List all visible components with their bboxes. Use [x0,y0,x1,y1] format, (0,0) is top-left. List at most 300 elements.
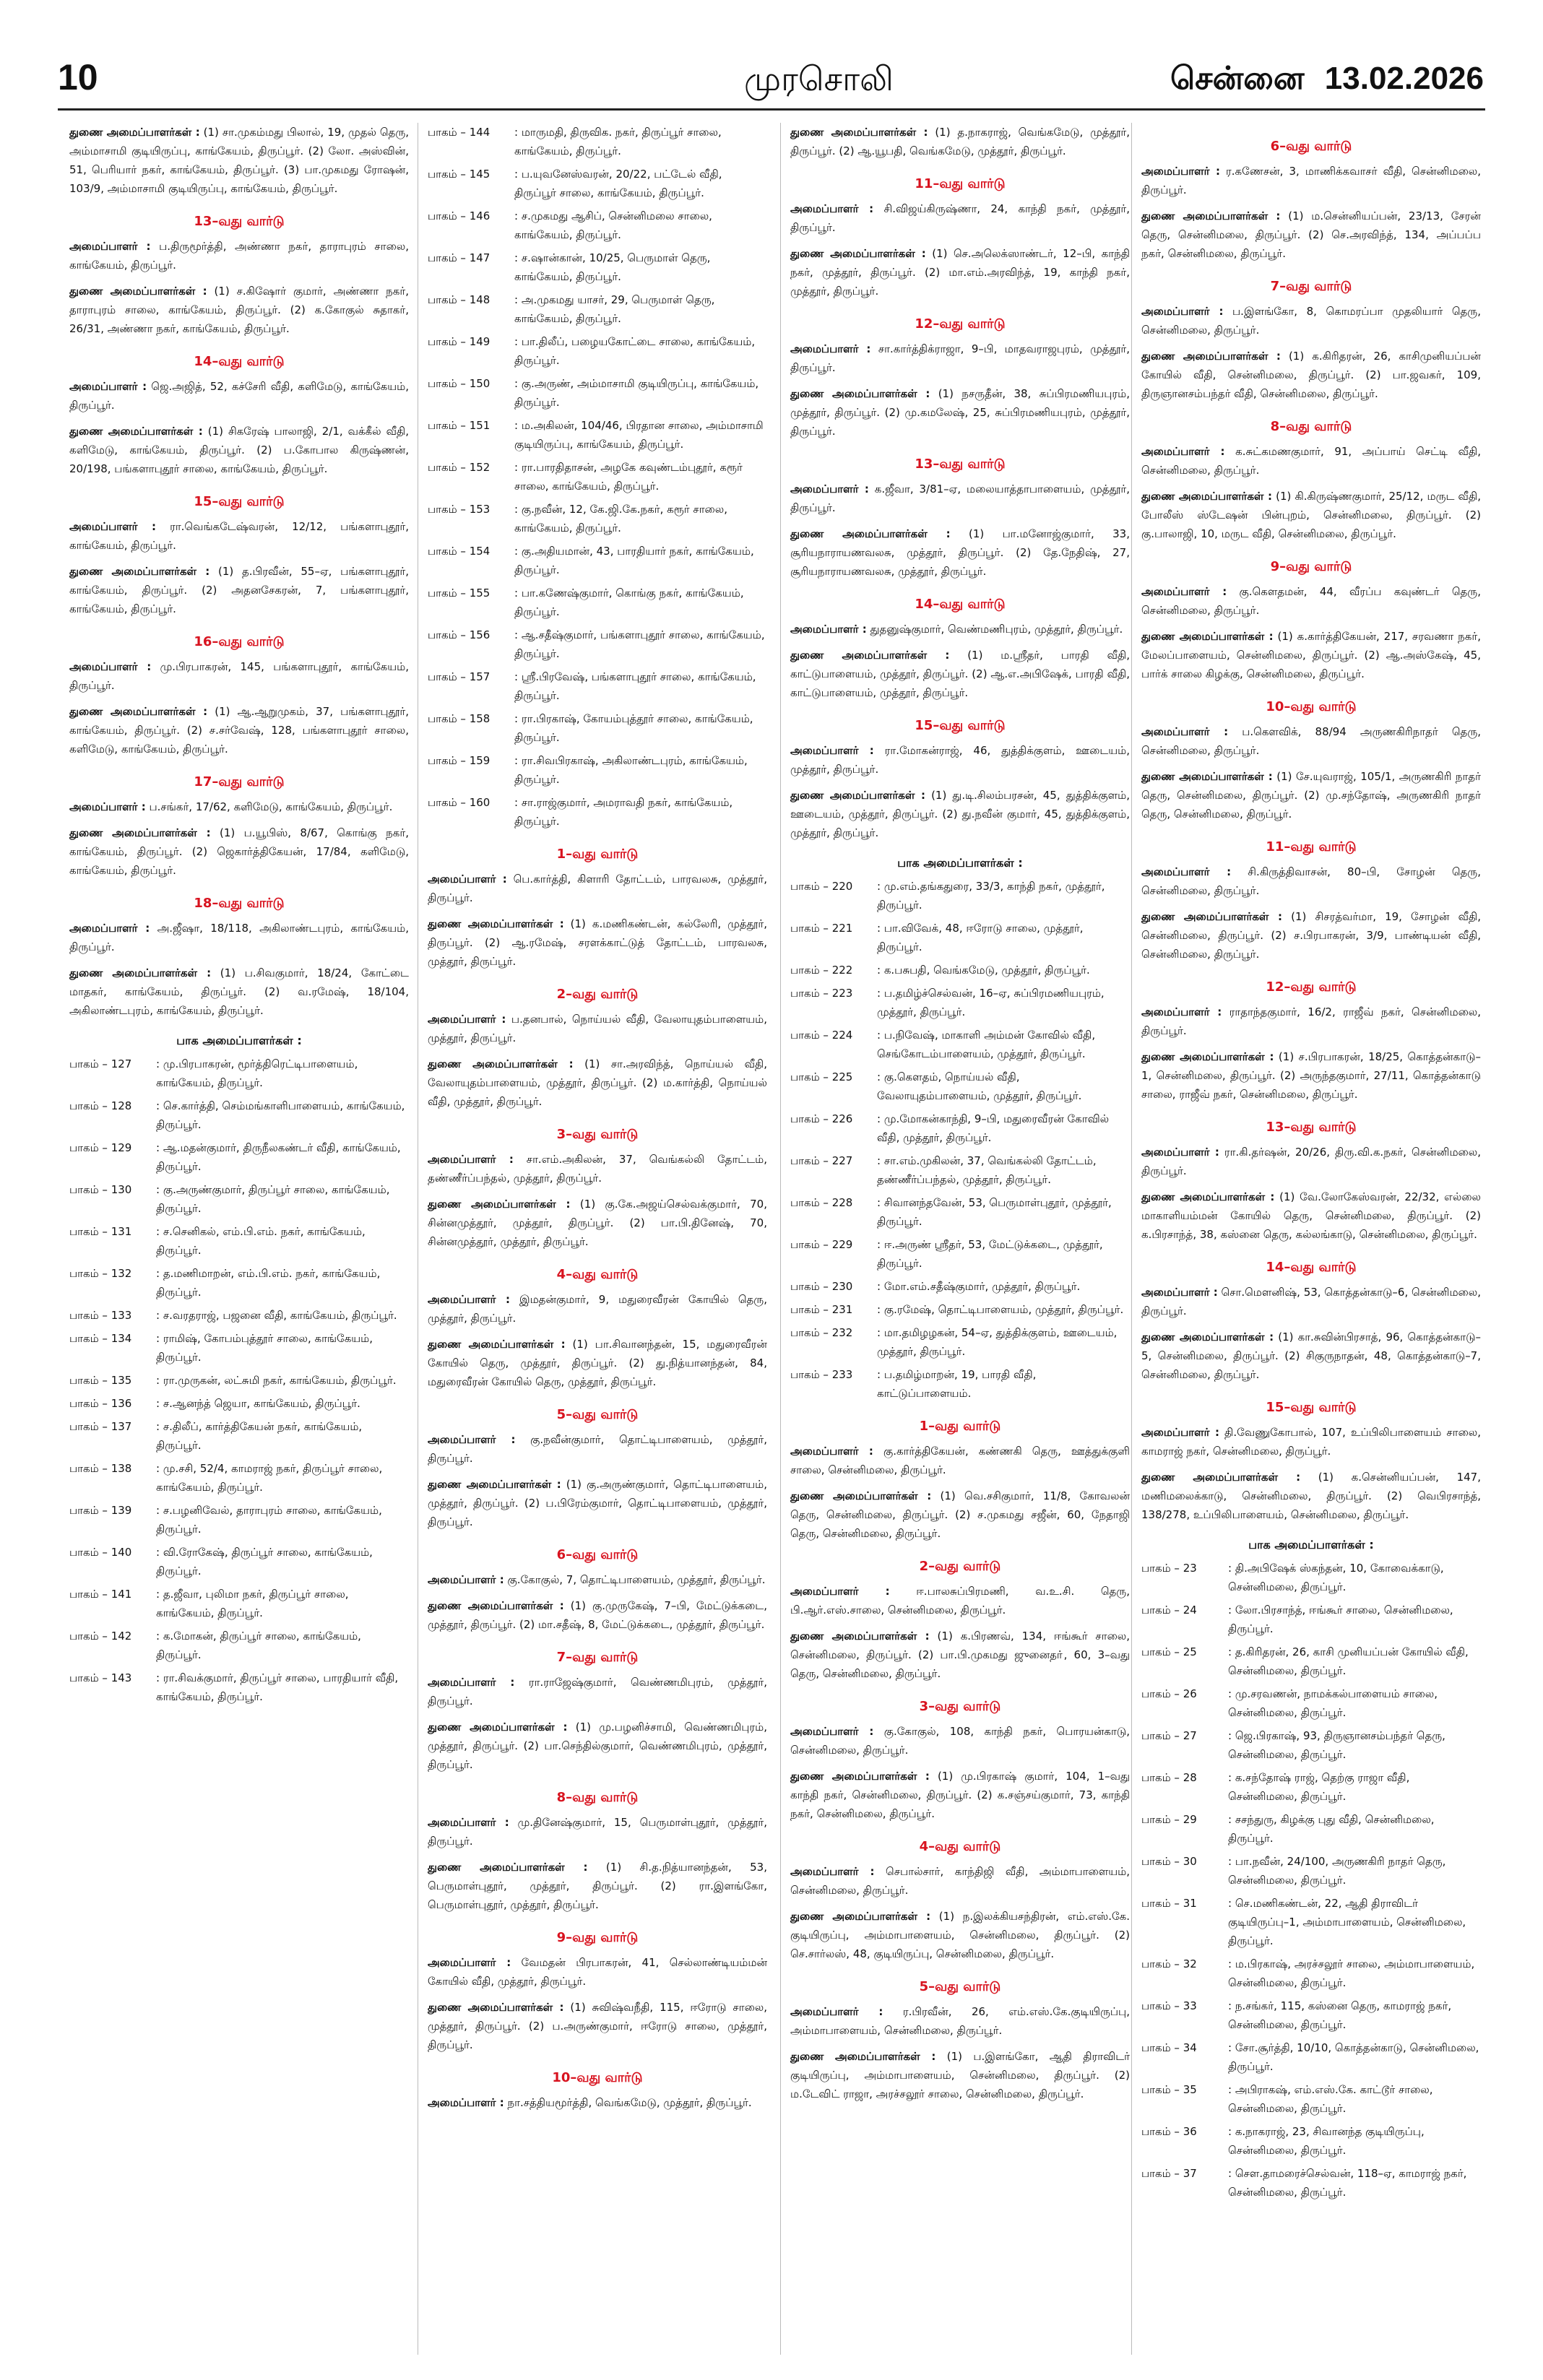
role-label: அமைப்பாளர் : [790,2005,883,2018]
booth-entry [428,584,767,621]
appointment-entry [790,199,1130,237]
booth-number: பாகம் – 28 [1141,1771,1197,1784]
appointee-details: சா.கார்த்திக்ராஜா, 9–பி, மாதவராஜபுரம், முத்தூர், திருப்பூர். [790,342,1130,374]
booth-appointee: : ஈ.அருண் ஸ்ரீதர், 53, மேட்டுக்கடை, முத்தூர், திருப்பூர். [877,1238,1103,1270]
booth-appointee: : மு.மோகன்காந்தி, 9–பி, மதுரைவீரன் கோவில் வீதி, முத்தூர், திருப்பூர். [877,1112,1110,1144]
appointment-entry [1141,302,1481,339]
role-label: துணை அமைப்பாளர்கள் : [1141,910,1283,923]
role-label: துணை அமைப்பாளர்கள் : [69,705,208,718]
appointment-entry [1141,207,1481,263]
booth-entry [69,1585,409,1622]
booth-appointee: : கு.அருண், அம்மாசாமி குடியிருப்பு, காங்கேயம், திருப்பூர். [514,377,759,409]
appointment-entry [428,1195,767,1251]
booth-appointee: : ச.ஷான்கான், 10/25, பெருமாள் தெரு, காங்கேயம், திருப்பூர். [514,251,711,283]
booth-number: பாகம் – 220 [790,880,853,893]
appointment-entry [790,1442,1130,1479]
appointment-entry [69,702,409,758]
appointee-details: (1) கு.அருண்குமார், தொட்டிபாளையம், முத்தூர், திருப்பூர். (2) ப.பிரேம்குமார், தொட்டிபாளையம், முத்தூர், திருப்பூர். [428,1478,767,1528]
booth-section-heading: பாக அமைப்பாளர்கள் : [897,856,1023,870]
booth-number: பாகம் – 233 [790,1368,853,1381]
appointee-details: க.ஜீவா, 3/81–ஏ, மலையாத்தாபாளையம், முத்தூர், திருப்பூர். [790,483,1130,514]
appointee-details: (1) கா.சுவின்பிரசாத், 96, கொத்தன்காடு–5, சென்னிமலை, திருப்பூர். (2) சிகுருநாதன், 48, கொத்தன்காடு–7, சென்னிமலை, திருப்பூர். [1141,1330,1481,1381]
role-label: துணை அமைப்பாளர்கள் : [428,1599,564,1612]
appointment-entry [428,1596,767,1634]
appointee-details: (1) சா.அரவிந்த், நொய்யல் வீதி, வேலாயுதம்பாளையம், முத்தூர், திருப்பூர். (2) ம.கார்த்தி, நொய்யல் வீதி, முத்தூர், திருப்பூர். [428,1057,767,1108]
ward-heading: 15–வது வார்டு [1266,1400,1357,1415]
ward-heading: 1–வது வார்டு [556,847,639,862]
booth-number: பாகம் – 155 [428,587,490,600]
appointment-entry [69,797,409,816]
ward-heading: 2–வது வார்டு [919,1559,1001,1574]
appointee-details: (1) கி.கிருஷ்ணகுமார், 25/12, மருட வீதி, போலீஸ் ஸ்டேஷன் பின்புறம், சென்னிமலை, திருப்பூர். (2) கு.பாலாஜி, 10, மருட வீதி, சென்னிமலை, திருப்பூர். [1141,490,1481,540]
appointment-entry [1141,627,1481,683]
booth-entry [790,1277,1130,1296]
booth-number: பாகம் – 27 [1141,1729,1197,1742]
booth-number: பாகம் – 31 [1141,1897,1197,1910]
role-label: அமைப்பாளர் : [790,1585,890,1598]
ward-heading: 1–வது வார்டு [919,1419,1001,1434]
booth-entry [790,1365,1130,1403]
booth-number: பாகம் – 142 [69,1630,132,1643]
appointment-entry [790,2047,1130,2103]
role-label: அமைப்பாளர் : [69,380,147,393]
booth-appointee: : ச.ஆனந்த் ஜெயா, காங்கேயம், திருப்பூர். [156,1397,360,1410]
ward-heading: 4–வது வார்டு [919,1839,1001,1854]
booth-number: பாகம் – 138 [69,1462,132,1475]
appointee-details: (1) கு.கே.அஜய்செல்வக்குமார், 70, சின்னமுத்தூர், முத்தூர், திருப்பூர். (2) பா.பி.தினேஷ், 70, சின்னமுத்தூர், முத்தூர், திருப்பூர். [428,1198,767,1248]
appointment-entry [428,1335,767,1391]
role-label: அமைப்பாளர் : [428,873,507,886]
booth-appointee: : அ.முகமது யாசர், 29, பெருமாள் தெரு, காங்கேயம், திருப்பூர். [514,293,715,325]
appointment-entry [428,1475,767,1531]
booth-entry [69,1222,409,1260]
appointment-entry [69,823,409,880]
appointment-entry [428,1290,767,1328]
appointment-entry [1141,582,1481,620]
appointee-details: ப.கௌவிக், 88/94 அருணகிரிநாதர் தெரு, சென்னிமலை, திருப்பூர். [1141,725,1481,757]
booth-entry [69,1371,409,1390]
appointee-details: செபால்சார், காந்திஜி வீதி, அம்மாபாளையம், சென்னிமலை, திருப்பூர். [790,1865,1130,1897]
booth-entry [790,1026,1130,1063]
appointment-entry [69,657,409,695]
booth-entry [69,1543,409,1580]
role-label: துணை அமைப்பாளர்கள் : [428,1478,561,1491]
appointment-entry [428,870,767,907]
booth-entry [69,1306,409,1325]
booth-appointee: : ஸ்ரீ.பிரவேஷ், பங்களாபுதூர் சாலை, காங்கேயம், திருப்பூர். [514,670,756,702]
appointee-details: ப.இளங்கோ, 8, கொமரப்பா முதலியார் தெரு, சென்னிமலை, திருப்பூர். [1141,305,1481,337]
appointment-entry [790,384,1130,441]
booth-number: பாகம் – 134 [69,1332,132,1345]
role-label: அமைப்பாளர் : [1141,585,1227,598]
appointee-details: (1) சிகரேஷ் பாலாஜி, 2/1, வக்கீல் வீதி, களிமேடு, காங்கேயம், திருப்பூர். (2) ப.கோபால கிருஷ்ணன், 20/198, பங்களாபுதூர் சாலை, காங்கேயம், திருப்பூர். [69,425,409,475]
booth-number: பாகம் – 222 [790,964,853,977]
booth-entry [428,542,767,579]
appointee-details: கு.கோகுல், 7, தொட்டிபாளையம், முத்தூர், திருப்பூர். [507,1573,766,1586]
ward-heading: 11–வது வார்டு [1266,839,1357,854]
booth-appointee: : மு.எம்.தங்கதுரை, 33/3, காந்தி நகர், முத்தூர், திருப்பூர். [877,880,1105,912]
appointment-entry [1141,907,1481,964]
appointee-details: (1) ம.ஸ்ரீதர், பாரதி வீதி, காட்டுபாளையம், முத்தூர், திருப்பூர். (2) ஆ.எ.அபிஷேக், பாரதி வீதி, காட்டுபாளையம், முத்தூர், திருப்பூர். [790,649,1130,699]
appointee-details: (1) க.கார்த்திகேயன், 217, சரவணா நகர், மேலப்பாளையம், சென்னிமலை, திருப்பூர். (2) ஆ.அஸ்கேஷ், 45, பார்க் சாலை கிழக்கு, சென்னிமலை, திருப்பூர். [1141,630,1481,680]
booth-number: பாகம் – 159 [428,754,490,767]
ward-heading: 7–வது வார்டு [1270,279,1352,294]
booth-number: பாகம் – 151 [428,419,490,432]
booth-appointee: : கு.அருண்குமார், திருப்பூர் சாலை, காங்கேயம், திருப்பூர். [156,1183,390,1215]
booth-number: பாகம் – 231 [790,1303,853,1316]
ward-heading: 13–வது வார்டு [1266,1120,1357,1135]
appointee-details: (1) ச.பிரபாகரன், 18/25, கொத்தன்காடு–1, சென்னிமலை, திருப்பூர். (2) அருந்தகுமார், 27/11, கொத்தன்காடு சாலை, ராஜீவ் நகர், சென்னிமலை, திருப்பூர். [1141,1050,1481,1101]
role-label: அமைப்பாளர் : [1141,865,1232,878]
booth-entry [69,1055,409,1092]
booth-number: பாகம் – 148 [428,293,490,306]
appointment-entry [428,1055,767,1111]
booth-entry [1141,2122,1481,2160]
appointment-entry [428,1998,767,2054]
ward-heading: 5–வது வார்டு [556,1407,639,1422]
booth-appointee: : ப.நிவேஷ், மாகாளி அம்மன் கோவில் வீதி, செங்கோடம்பாளையம், முத்தூர், திருப்பூர். [877,1029,1096,1060]
appointment-entry [790,646,1130,702]
booth-entry [428,416,767,454]
role-label: அமைப்பாளர் : [1141,725,1229,738]
ward-heading: 6–வது வார்டு [556,1547,639,1562]
appointment-entry [790,1862,1130,1900]
booth-entry [428,626,767,663]
booth-entry [790,1300,1130,1319]
appointment-entry [790,1722,1130,1760]
appointment-entry [1141,347,1481,403]
appointee-details: ர.பிரவீன், 26, எம்.எஸ்.கே.குடியிருப்பு, அம்மாபாளையம், சென்னிமலை, திருப்பூர். [790,2005,1130,2037]
booth-number: பாகம் – 137 [69,1420,132,1433]
appointee-details: தி.வேணுகோபால், 107, உப்பிலிபாளையம் சாலை, காமராஜ் நகர், சென்னிமலை, திருப்பூர். [1141,1426,1481,1458]
booth-number: பாகம் – 228 [790,1196,853,1209]
booth-entry [790,1151,1130,1189]
role-label: அமைப்பாளர் : [790,1725,874,1738]
booth-appointee: : ராமிஷ், கோபம்புத்தூர் சாலை, காங்கேயம், திருப்பூர். [156,1332,373,1364]
appointee-details: ராதாந்தகுமார், 16/2, ராஜீவ் நகர், சென்னிமலை, திருப்பூர். [1141,1005,1481,1037]
role-label: அமைப்பாளர் : [428,1433,516,1446]
booth-entry [69,1459,409,1497]
booth-entry [1141,1768,1481,1806]
role-label: துணை அமைப்பாளர்கள் : [69,285,207,298]
booth-number: பாகம் – 154 [428,545,490,558]
role-label: துணை அமைப்பாளர்கள் : [790,387,930,400]
appointee-details: ப.சங்கர், 17/62, களிமேடு, காங்கேயம், திருப்பூர். [149,800,393,813]
ward-heading: 14–வது வார்டு [1266,1260,1357,1275]
appointment-entry [790,1767,1130,1823]
appointee-details: (1) நசருதீன், 38, சுப்பிரமணியபுரம், முத்தூர், திருப்பூர். (2) மு.கமலேஷ், 25, சுப்பிரமணியபுரம், முத்தூர், திருப்பூர். [790,387,1130,438]
booth-entry [790,1193,1130,1231]
ward-heading: 10–வது வார்டு [552,2070,643,2085]
booth-entry [790,877,1130,914]
role-label: அமைப்பாளர் : [1141,1426,1219,1439]
booth-number: பாகம் – 227 [790,1154,853,1167]
role-label: அமைப்பாளர் : [428,1676,515,1689]
role-label: துணை அமைப்பாளர்கள் : [69,126,200,139]
booth-appointee: : கு.நவீன், 12, கே.ஜி.கே.நகர், கரூர் சாலை, காங்கேயம், திருப்பூர். [514,503,727,535]
booth-appointee: : மு.பிரபாகரன், மூர்த்திரெட்டிபாளையம், காங்கேயம், திருப்பூர். [156,1057,358,1089]
role-label: துணை அமைப்பாளர்கள் : [69,565,210,578]
role-label: அமைப்பாளர் : [428,1573,504,1586]
booth-entry [69,1417,409,1455]
role-label: துணை அமைப்பாளர்கள் : [790,649,950,662]
booth-appointee: : அபிராகஷ், எம்.எஸ்.கே. காட்டூர் சாலை, சென்னிமலை, திருப்பூர். [1228,2083,1433,2115]
booth-appointee: : மாருமதி, திருவிக. நகர், திருப்பூர் சாலை, காங்கேயம், திருப்பூர். [514,126,722,157]
booth-number: பாகம் – 129 [69,1141,132,1154]
appointee-details: கு.கௌதமன், 44, வீரப்ப கவுண்டர் தெரு, சென்னிமலை, திருப்பூர். [1141,585,1481,617]
booth-entry [790,984,1130,1021]
page-number: 10 [58,57,98,98]
role-label: துணை அமைப்பாளர்கள் : [428,2001,564,2014]
role-label: அமைப்பாளர் : [428,1153,514,1166]
ward-heading: 13–வது வார்டு [194,214,285,229]
booth-entry [428,290,767,328]
appointee-details: மு.பிரபாகரன், 145, பங்களாபுதூர், காங்கேயம், திருப்பூர். [69,660,409,692]
booth-entry [428,248,767,286]
appointment-entry [790,786,1130,842]
appointment-entry [428,1953,767,1991]
dateline-date: 13.02.2026 [1324,61,1484,96]
appointee-details: (1) வே.லோகேஸ்வரன், 22/32, எல்லை மாகாளியம்மன் கோயில் தெரு, சென்னிமலை, திருப்பூர். (2) க.பிரசாந்த், 38, கஸ்னை தெரு, கல்லங்காடு, சென்னிமலை, திருப்பூர். [1141,1190,1481,1241]
role-label: துணை அமைப்பாளர்கள் : [428,1861,588,1874]
role-label: துணை அமைப்பாளர்கள் : [1141,770,1273,783]
appointment-entry [1141,722,1481,760]
column-2 [428,123,767,2362]
role-label: துணை அமைப்பாளர்கள் : [790,1910,931,1923]
appointment-entry [69,123,409,198]
booth-entry [69,1501,409,1539]
ward-heading: 14–வது வார்டு [915,597,1006,612]
appointment-entry [69,377,409,415]
booth-appointee: : ரா.பாரதிதாசன், அழகே கவுண்டம்புதூர், கரூர் சாலை, காங்கேயம், திருப்பூர். [514,461,743,493]
role-label: துணை அமைப்பாளர்கள் : [790,2050,936,2063]
role-label: அமைப்பாளர் : [428,1293,510,1306]
role-label: துணை அமைப்பாளர்கள் : [1141,630,1274,643]
appointee-details: (1) பா.மனோஜ்குமார், 33, சூரியநாராயணவலசு, முத்தூர், திருப்பூர். (2) தே.நேதிஷ், 27, சூரியநாராயணவலசு, முத்தூர், திருப்பூர். [790,527,1130,578]
booth-entry [428,709,767,747]
booth-number: பாகம் – 133 [69,1309,132,1322]
appointment-entry [69,562,409,618]
appointment-entry [428,1673,767,1710]
booth-appointee: : ரா.முருகன், லட்சுமி நகர், காங்கேயம், திருப்பூர். [156,1374,397,1387]
booth-entry [69,1627,409,1664]
role-label: அமைப்பாளர் : [428,1013,506,1026]
booth-entry [790,1109,1130,1147]
booth-number: பாகம் – 223 [790,987,853,1000]
booth-appointee: : க.பசுபதி, வெங்கமேடு, முத்தூர், திருப்பூர். [877,964,1090,977]
appointee-details: (1) வெ.சசிகுமார், 11/8, கோவலன் தெரு, சென்னிமலை, திருப்பூர். (2) ச.முகமது சஜீன், 60, நேதாஜி தெரு, சென்னிமலை, திருப்பூர். [790,1489,1130,1540]
role-label: துணை அமைப்பாளர்கள் : [428,1338,566,1351]
role-label: அமைப்பாளர் : [790,1445,873,1458]
column-3 [790,123,1130,2362]
booth-appointee: : கு.கௌதம், நொய்யல் வீதி, வேலாயுதம்பாளையம், முத்தூர், திருப்பூர். [877,1070,1082,1102]
ward-heading: 15–வது வார்டு [194,494,285,509]
role-label: துணை அமைப்பாளர்கள் : [69,425,203,438]
booth-appointee: : கு.அதியமான், 43, பாரதியார் நகர், காங்கேயம், திருப்பூர். [514,545,754,576]
booth-entry [1141,2038,1481,2076]
appointee-details: (1) து.டி.சிலம்பரசன், 45, துத்திக்குளம், ஊடையம், முத்தூர், திருப்பூர். (2) து.நவீன் குமார், 45, துத்திக்குளம், முத்தூர், திருப்பூர். [790,789,1130,839]
appointee-details: (1) க.பிரணவ், 134, ஈங்கூர் சாலை, சென்னிமலை, திருப்பூர். (2) பா.பி.முகமது ஜுனைதா், 60, 3–வது தெரு, சென்னிமலை, திருப்பூர். [790,1630,1130,1680]
appointment-entry [69,237,409,274]
booth-entry [428,751,767,789]
appointee-details: (1) செ.அலெக்ஸாண்டர், 12–பி, காந்தி நகர், முத்தூர், திருப்பூர். (2) மா.எம்.அரவிந்த், 19, காந்தி நகர், முத்தூர், திருப்பூர். [790,247,1130,298]
booth-entry [69,1329,409,1367]
booth-appointee: : பா.திலீப், பழையகோட்டை சாலை, காங்கேயம், திருப்பூர். [514,335,756,367]
ward-heading: 15–வது வார்டு [915,718,1006,733]
booth-entry [428,165,767,202]
appointment-entry [428,1813,767,1851]
appointment-entry [1141,1468,1481,1524]
ward-heading: 12–வது வார்டு [1266,979,1357,995]
booth-appointee: : ப.தமிழ்ச்செல்வன், 16–ஏ, சுப்பிரமணியபுரம், முத்தூர், திருப்பூர். [877,987,1105,1018]
booth-number: பாகம் – 131 [69,1225,132,1238]
role-label: அமைப்பாளர் : [1141,1146,1219,1159]
appointment-entry [790,480,1130,517]
appointment-entry [428,2093,767,2112]
booth-number: பாகம் – 34 [1141,2041,1197,2054]
ward-heading: 6–வது வார்டு [1270,139,1352,154]
appointee-details: கு.நவீன்குமார், தொட்டிபாளையம், முத்தூர், திருப்பூர். [428,1433,767,1465]
booth-number: பாகம் – 23 [1141,1562,1197,1575]
role-label: துணை அமைப்பாளர்கள் : [428,1198,571,1211]
role-label: அமைப்பாளர் : [428,1956,511,1969]
ward-heading: 2–வது வார்டு [556,987,639,1002]
booth-number: பாகம் – 136 [69,1397,132,1410]
appointment-entry [790,1627,1130,1683]
booth-appointee: : ரா.பிரகாஷ், கோயம்புத்தூர் சாலை, காங்கேயம், திருப்பூர். [514,712,753,744]
role-label: துணை அமைப்பாளர்கள் : [69,826,211,839]
appointee-details: ஜெ.அஜித், 52, கச்சேரி வீதி, களிமேடு, காங்கேயம், திருப்பூர். [69,380,409,412]
booth-entry [790,919,1130,956]
booth-appointee: : மு.சசி, 52/4, காமராஜ் நகர், திருப்பூர் சாலை, காங்கேயம், திருப்பூர். [156,1462,383,1494]
booth-appointee: : தி.அபிஷேக் ஸ்கந்தன், 10, கோவைக்காடு, சென்னிமலை, திருப்பூர். [1228,1562,1444,1593]
role-label: அமைப்பாளர் : [69,240,151,253]
role-label: துணை அமைப்பாளர்கள் : [790,1770,930,1783]
booth-entry [428,123,767,160]
appointment-entry [69,422,409,478]
booth-number: பாகம் – 230 [790,1280,853,1293]
booth-number: பாகம் – 30 [1141,1855,1197,1868]
header-rule [58,108,1485,111]
booth-number: பாகம் – 36 [1141,2125,1197,2138]
ward-heading: 10–வது வார்டு [1266,699,1357,714]
role-label: துணை அமைப்பாளர்கள் : [428,1721,568,1734]
ward-heading: 17–வது வார்டு [194,774,285,789]
appointee-details: (1) த.பிரவீன், 55–ஏ, பங்களாபுதூர், காங்கேயம், திருப்பூர். (2) அதனசேகரன், 7, பங்களாபுதூர், காங்கேயம், திருப்பூர். [69,565,409,615]
role-label: துணை அமைப்பாளர்கள் : [790,247,926,260]
booth-appointee: : ஜெ.பிரகாஷ், 93, திருஞானசம்பந்தர் தெரு, சென்னிமலை, திருப்பூர். [1228,1729,1445,1761]
ward-heading: 11–வது வார்டு [915,176,1006,191]
ward-heading: 13–வது வார்டு [915,456,1006,472]
booth-number: பாகம் – 130 [69,1183,132,1196]
role-label: துணை அமைப்பாளர்கள் : [1141,1471,1301,1484]
booth-appointee: : மு.சரவணன், நாமக்கல்பாளையம் சாலை, சென்னிமலை, திருப்பூர். [1228,1687,1438,1719]
booth-appointee: : ச.பழனிவேல், தாராபுரம் சாலை, காங்கேயம், திருப்பூர். [156,1504,382,1536]
appointee-details: (1) கு.முருகேஷ், 7–பி, மேட்டுக்கடை, முத்தூர், திருப்பூர். (2) மா.சதீஷ், 8, மேட்டுக்கடை, முத்தூர், திருப்பூர். [428,1599,767,1631]
ward-heading: 14–வது வார்டு [194,354,285,369]
role-label: அமைப்பாளர் : [790,744,874,757]
booth-number: பாகம் – 149 [428,335,490,348]
booth-appointee: : க.சந்தோஷ் ராஜ், தெற்கு ராஜா வீதி, சென்னிமலை, திருப்பூர். [1228,1771,1410,1803]
appointee-details: (1) க.சென்னியப்பன், 147, மணிமலைக்காடு, சென்னிமலை, திருப்பூர். (2) வெபிரசாந்த், 138/278, உப்பிலிபாளையம், சென்னிமலை, திருப்பூர். [1141,1471,1481,1521]
booth-entry [69,1138,409,1176]
appointee-details: (1) ந.இலக்கியசந்திரன், எம்.எஸ்.கே. குடியிருப்பு, அம்மாபாளையம், சென்னிமலை, திருப்பூர். (2) செ.சார்லஸ், 48, குடியிருப்பு, சென்னிமலை, திருப்பூர். [790,1910,1130,1960]
ward-heading: 3–வது வார்டு [556,1127,639,1142]
booth-number: பாகம் – 29 [1141,1813,1197,1826]
role-label: துணை அமைப்பாளர்கள் : [1141,1190,1275,1203]
role-label: அமைப்பாளர் : [790,1865,875,1878]
booth-entry [69,1394,409,1413]
role-label: அமைப்பாளர் : [69,520,156,533]
column-divider [780,123,781,2355]
booth-number: பாகம் – 229 [790,1238,853,1251]
appointee-details: (1) சே.யுவராஜ், 105/1, அருணகிரி நாதர் தெரு, சென்னிமலை, திருப்பூர். (2) மு.சந்தோஷ், அருணகிரி நாதர் தெரு, சென்னிமலை, திருப்பூர். [1141,770,1481,821]
role-label: அமைப்பாளர் : [69,922,150,935]
booth-number: பாகம் – 226 [790,1112,853,1125]
appointment-entry [428,1010,767,1047]
appointee-details: ர.கணேசன், 3, மாணிக்கவாசர் வீதி, சென்னிமலை, திருப்பூர். [1141,165,1481,196]
appointee-details: அ.ஜீஷா, 18/118, அகிலாண்டபுரம், காங்கேயம், திருப்பூர். [69,922,409,953]
booth-appointee: : ஆ.சதீஷ்குமார், பங்களாபுதூர் சாலை, காங்கேயம், திருப்பூர். [514,628,765,660]
booth-number: பாகம் – 132 [69,1267,132,1280]
ward-heading: 16–வது வார்டு [194,634,285,649]
appointee-details: (1) சா.முகம்மது பிலால், 19, முதல் தெரு, அம்மாசாமி குடியிருப்பு, காங்கேயம், திருப்பூர். (2) லோ. அஸ்வின், 51, பெரியார் நகர், காங்கேயம், திருப்பூர். (3) பா.முகமது ரோஷன், 103/9, அம்மாசாமி குடியிருப்பு, காங்கேயம், திருப்பூர். [69,126,409,195]
appointment-entry [790,123,1130,160]
role-label: துணை அமைப்பாளர்கள் : [1141,490,1272,503]
booth-number: பாகம் – 156 [428,628,490,641]
role-label: அமைப்பாளர் : [1141,445,1225,458]
appointee-details: ரா.கி.தர்ஷன், 20/26, திரு.வி.க.நகர், சென்னிமலை, திருப்பூர். [1141,1146,1481,1177]
booth-number: பாகம் – 160 [428,796,490,809]
appointee-details: ப.திருமூர்த்தி, அண்ணா நகர், தாராபுரம் சாலை, காங்கேயம், திருப்பூர். [69,240,409,272]
booth-appointee: : மோ.எம்.சதீஷ்குமார், முத்தூர், திருப்பூர். [877,1280,1081,1293]
appointment-entry [1141,767,1481,823]
role-label: அமைப்பாளர் : [790,342,871,355]
role-label: துணை அமைப்பாளர்கள் : [790,1630,930,1643]
appointment-entry [790,339,1130,377]
role-label: அமைப்பாளர் : [1141,165,1220,178]
booth-number: பாகம் – 32 [1141,1957,1197,1970]
appointee-details: (1) சிசரத்வர்மா, 19, சோழன் வீதி, சென்னிமலை, திருப்பூர். (2) ச.பிரபாகரன், 3/9, பாண்டியன் வீதி, சென்னிமலை, திருப்பூர். [1141,910,1481,961]
booth-number: பாகம் – 157 [428,670,490,683]
booth-number: பாகம் – 144 [428,126,490,139]
booth-appointee: : ப.யுவனேஸ்வரன், 20/22, பட்டேல் வீதி, திருப்பூர் சாலை, காங்கேயம், திருப்பூர். [514,168,722,199]
appointment-entry [1141,1047,1481,1104]
appointee-details: (1) பா.சிவானந்தன், 15, மதுரைவீரன் கோயில் தெரு, முத்தூர், திருப்பூர். (2) து.நித்யானந்தன், 84, மதுரைவீரன் கோயில் தெரு, முத்தூர், திருப்பூர். [428,1338,767,1388]
appointee-details: கு.கார்த்திகேயன், கண்ணகி தெரு, ஊத்துக்குளி சாலை, சென்னிமலை, திருப்பூர். [790,1445,1130,1476]
booth-appointee: : லோ.பிரசாந்த், ஈங்கூர் சாலை, சென்னிமலை, திருப்பூர். [1228,1604,1453,1635]
appointment-entry [1141,162,1481,199]
appointment-entry [1141,1328,1481,1384]
appointment-entry [790,524,1130,581]
booth-appointee: : ரா.சிவபிரகாஷ், அகிலாண்டபுரம், காங்கேயம், திருப்பூர். [514,754,748,786]
booth-appointee: : க.நாகராஜ், 23, சிவானந்த குடியிருப்பு, சென்னிமலை, திருப்பூர். [1228,2125,1425,2157]
column-1 [69,123,409,2362]
appointment-entry [428,1718,767,1774]
booth-entry [428,374,767,412]
role-label: துணை அமைப்பாளர்கள் : [1141,209,1281,222]
booth-number: பாகம் – 150 [428,377,490,390]
booth-number: பாகம் – 232 [790,1326,853,1339]
booth-appointee: : சோ.சூர்த்தி, 10/10, கொத்தன்காடு, சென்னிமலை, திருப்பூர். [1228,2041,1479,2073]
appointment-entry [69,517,409,555]
role-label: துணை அமைப்பாளர்கள் : [69,966,212,979]
role-label: துணை அமைப்பாளர்கள் : [1141,350,1281,363]
appointee-details: பெ.கார்த்தி, கிளாரி தோட்டம், பாரவலசு, முத்தூர், திருப்பூர். [428,873,767,904]
appointee-details: துதனுஷ்குமார், வெண்மணிபுரம், முத்தூர், திருப்பூர். [870,623,1123,636]
column-divider [1131,123,1132,2355]
booth-number: பாகம் – 37 [1141,2167,1197,2180]
